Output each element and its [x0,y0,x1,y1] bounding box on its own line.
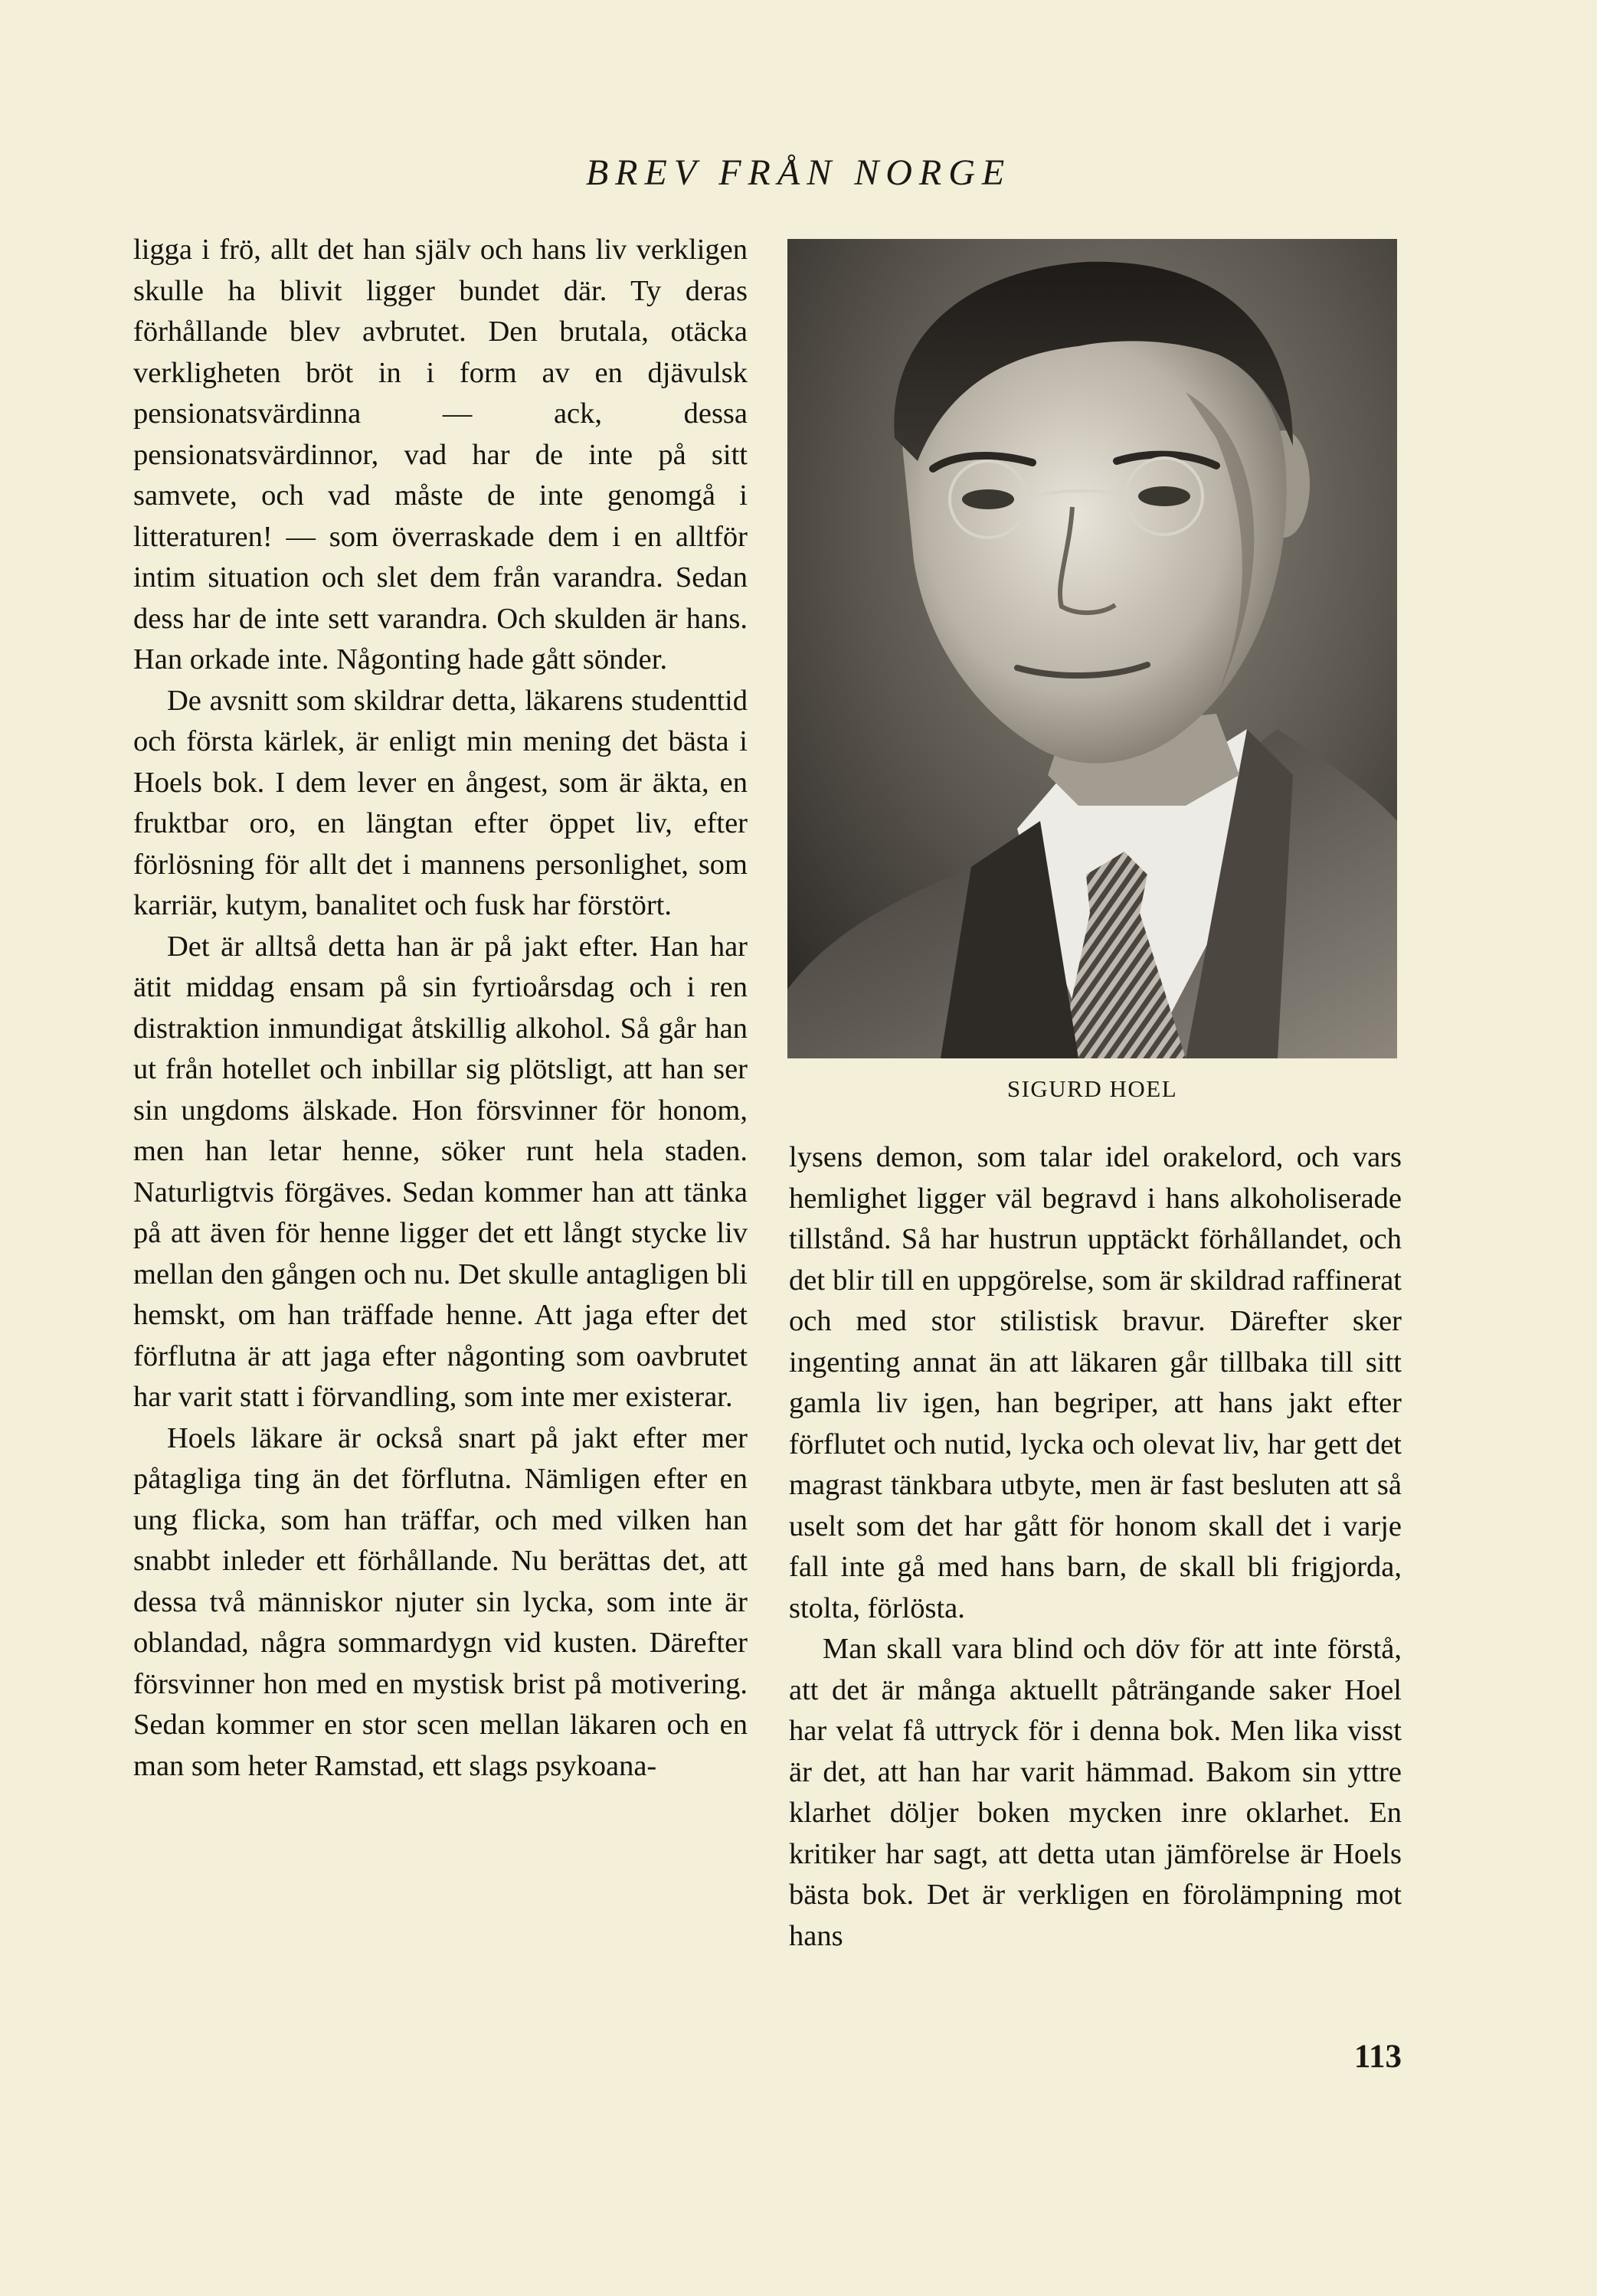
left-paragraph-3: Det är alltså detta han är på jakt efter. Han har ätit middag ensam på sin fyrtioårsdag och i ren distraktion inmundigat åtskillig alkohol. Så går han ut från hotellet och inbillar sig plötsligt, att han ser sin ungdoms älskade. Hon försvinner för honom, men han letar henne, söker runt hela staden. Naturligtvis förgäves. Sedan kommer han att tänka på att även för henne ligger det ett långt stycke liv mellan den gången och nu. Det skulle antagligen bli hemskt, om han träffade henne. Att jaga efter det förflutna är att jaga efter någonting som oavbrutet har varit statt i förvandling, som inte mer existerar. [133,930,748,1413]
right-text-column [789,1137,1402,1957]
left-paragraph-1: ligga i frö, allt det han själv och hans liv verkligen skulle ha blivit ligger bundet där. Ty deras förhållande blev avbrutet. Den brutala, otäcka verkligheten bröt in i form av en djävulsk pensionatsvärdinna — ack, dessa pensionatsvärdinnor, vad har de inte på sitt samvete, och vad måste de inte genomgå i litteraturen! — som överraskade dem i en alltför intim situation och slet dem från varandra. Sedan dess har de inte sett varandra. Och skulden är hans. Han orkade inte. Någonting hade gått sönder. [133,234,748,675]
left-text-column [133,230,748,1787]
running-title: BREV FRÅN NORGE [585,152,1012,193]
left-paragraph-2: De avsnitt som skildrar detta, läkarens studenttid och första kärlek, är enligt min mening det bästa i Hoels bok. I dem lever en ångest, som är äkta, en fruktbar oro, en längtan efter öppet liv, efter förlösning för allt det i mannens personlighet, som karriär, kutym, banalitet och fusk har förstört. [133,684,748,921]
photo-caption: SIGURD HOEL [1006,1075,1178,1102]
right-paragraph-1: lysens demon, som talar idel orakelord, och vars hemlighet ligger väl begravd i hans alkoholiserade tillstånd. Så har hustrun upptäckt förhållandet, och det blir till en uppgörelse, som är skildrad raffinerat och med stor stilistisk bravur. Därefter sker ingenting annat än att läkaren går tillbaka till sitt gamla liv igen, han begriper, att hans jakt efter förflutet och nutid, lycka och olevat liv, har gett det magrast tänkbara utbyte, men är fast besluten att så uselt som det har gått för honom skall det i varje fall inte gå med hans barn, de skall bli frigjorda, stolta, förlösta. [789,1141,1402,1624]
right-paragraph-2: Man skall vara blind och döv för att inte förstå, att det är många aktuellt påträngande saker Hoel har velat få uttryck för i denna bok. Men lika visst är det, att han har varit hämmad. Bakom sin yttre klarhet döljer boken mycken inre oklarhet. En kritiker har sagt, att detta utan jämförelse är Hoels bästa bok. Det är verkligen en förolämpning mot hans [789,1633,1402,1952]
portrait-photo-icon [787,239,1397,1058]
page-number: 113 [1353,2039,1402,2075]
portrait-photo [787,239,1397,1058]
left-paragraph-4: Hoels läkare är också snart på jakt efter mer påtagliga ting än det förflutna. Nämligen efter en ung flicka, som han träffar, och med vilken han snabbt inleder ett förhållande. Nu berättas det, att dessa två människor njuter sin lycka, som inte är oblandad, några sommardygn vid kusten. Därefter försvinner hon med en mystisk brist på motivering. Sedan kommer en stor scen mellan läkaren och en man som heter Ramstad, ett slags psykoana- [133,1421,748,1782]
